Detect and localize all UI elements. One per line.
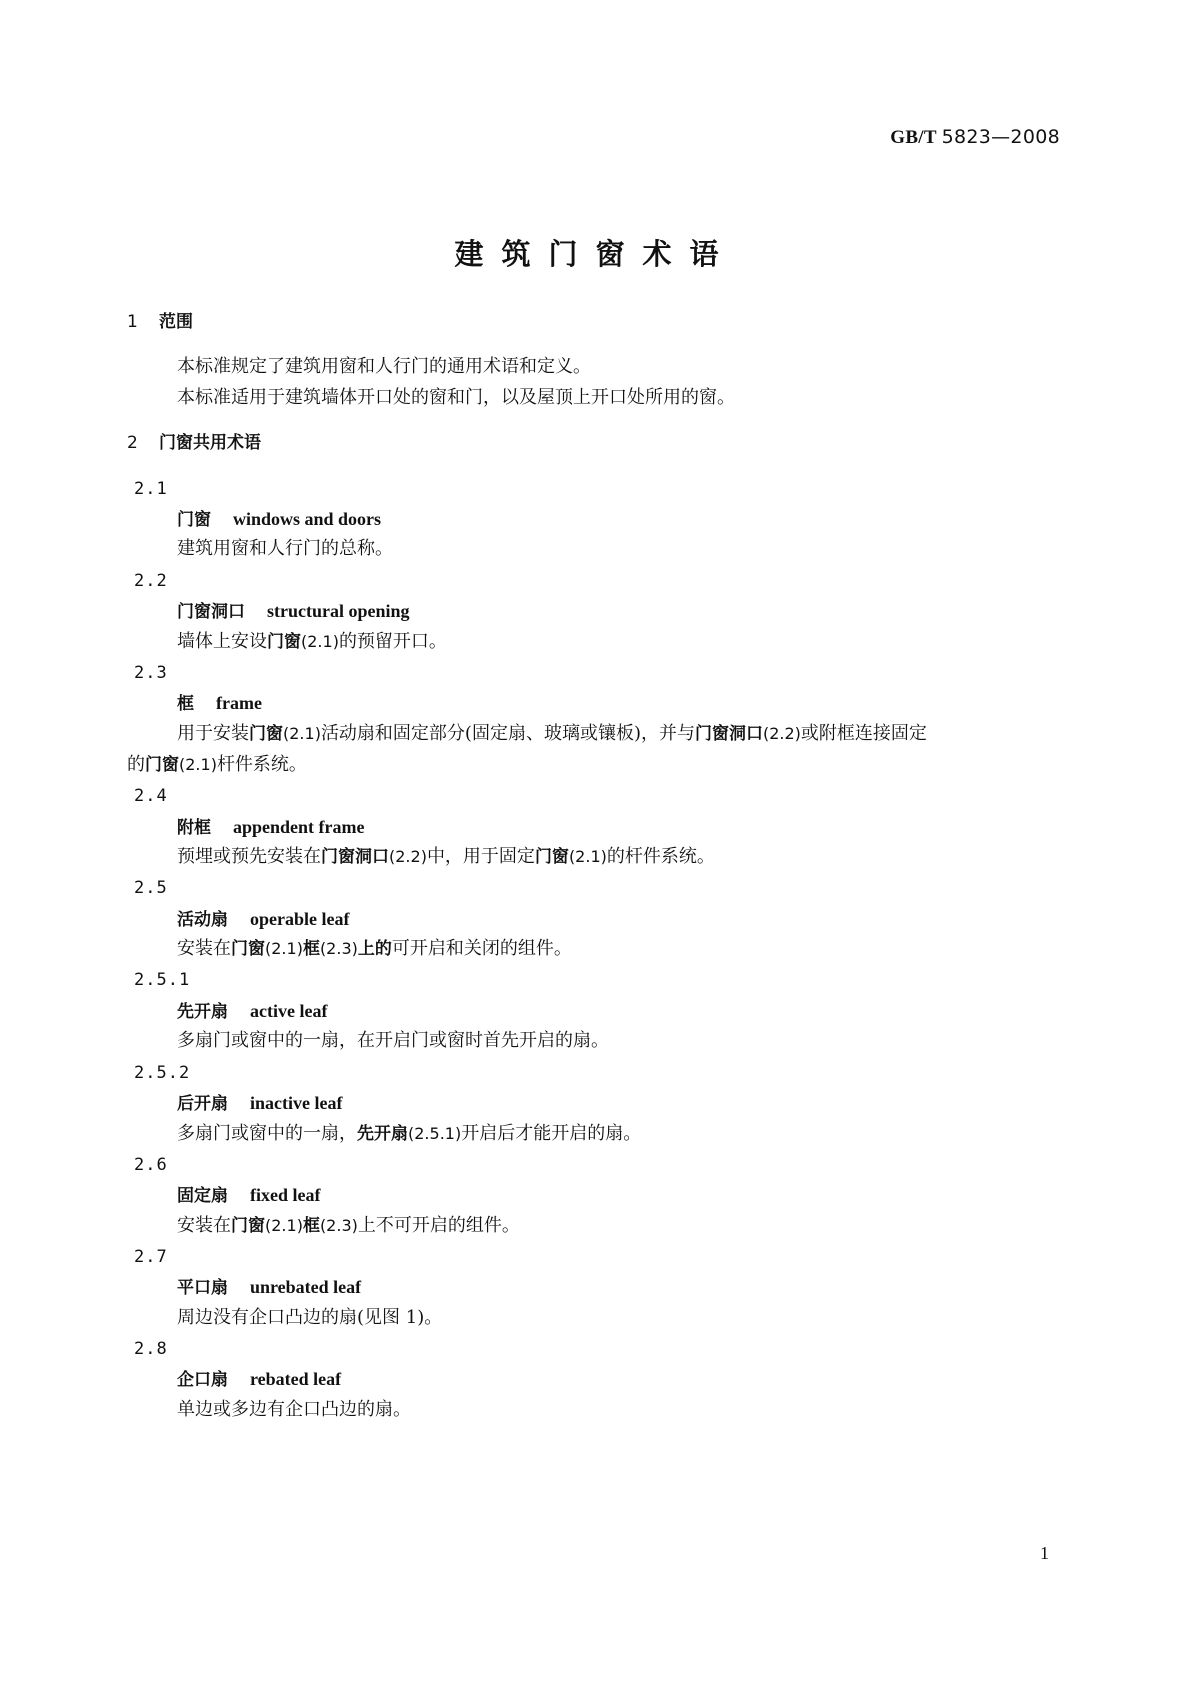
definition-text: 的预留开口。 (338, 631, 447, 652)
section-title: 范围 (159, 312, 193, 332)
term-definition (177, 1214, 520, 1238)
term-chinese: 框 (177, 694, 194, 714)
term-heading (177, 1275, 361, 1300)
definition-text: 墙体上安设 (177, 631, 267, 652)
definition-text: 上不可开启的组件。 (357, 1215, 520, 1236)
term-definition: 多扇门或窗中的一扇，在开启门或窗时首先开启的扇。 (177, 1030, 609, 1051)
term-heading (177, 599, 410, 624)
clause-reference: (2.5.1) (408, 1124, 462, 1143)
term-chinese: 活动扇 (177, 910, 228, 930)
term-definition (177, 630, 447, 654)
definition-text: 的杆件系统。 (606, 846, 715, 867)
term-definition: 周边没有企口凸边的扇(见图 1)。 (177, 1307, 443, 1328)
definition-text: 用于安装 (177, 723, 249, 744)
definition-text: 开启后才能开启的扇。 (461, 1123, 642, 1144)
definition-text: 可开启和关闭的组件。 (391, 938, 572, 959)
definition-text: 的 (127, 754, 145, 775)
term-reference: 门窗 (145, 755, 179, 775)
clause-number: 2.2 (134, 571, 168, 591)
term-heading (177, 1183, 320, 1208)
term-chinese: 企口扇 (177, 1370, 228, 1390)
term-english: windows and doors (233, 509, 382, 529)
term-reference: 先开扇 (357, 1124, 408, 1144)
section-number: 2 (127, 433, 138, 453)
clause-reference: (2.1) (265, 1216, 303, 1235)
term-english: operable leaf (250, 909, 350, 929)
term-reference: 门窗 (267, 632, 301, 652)
term-definition (177, 722, 927, 746)
term-definition: 单边或多边有企口凸边的扇。 (177, 1399, 411, 1420)
clause-reference: (2.3) (319, 939, 358, 958)
term-reference: 门窗 (231, 939, 265, 959)
clause-reference: (2.2) (389, 847, 427, 866)
term-heading (177, 999, 327, 1024)
clause-number: 2.8 (134, 1339, 168, 1359)
term-heading (177, 1091, 342, 1116)
clause-reference: (2.2) (762, 724, 801, 743)
scope-paragraph-1: 本标准规定了建筑用窗和人行门的通用术语和定义。 (177, 356, 591, 377)
definition-text: 杆件系统。 (216, 754, 307, 775)
term-definition: 建筑用窗和人行门的总称。 (177, 538, 393, 559)
term-definition (177, 845, 715, 869)
term-reference: 门窗洞口 (694, 724, 763, 744)
term-heading (177, 691, 262, 716)
clause-reference: (2.1) (179, 755, 217, 774)
clause-reference: (2.1) (301, 632, 339, 651)
term-reference: 门窗 (534, 847, 569, 867)
definition-text: 预埋或预先安装在 (177, 846, 321, 867)
term-definition-continued (127, 753, 307, 777)
definition-text: 安装在 (177, 1215, 231, 1236)
clause-number: 2.5 (134, 878, 168, 898)
term-reference: 框 (302, 939, 320, 959)
term-chinese: 平口扇 (177, 1278, 228, 1298)
term-heading (177, 507, 381, 532)
term-english: active leaf (250, 1001, 328, 1021)
term-reference: 上的 (357, 939, 392, 959)
document-title: 建筑门窗术语 (454, 237, 737, 271)
page-number: 1 (1040, 1543, 1049, 1563)
term-english: structural opening (267, 601, 410, 621)
section-1-heading (127, 310, 193, 334)
standard-prefix: GB/T (890, 127, 937, 148)
definition-text: 多扇门或窗中的一扇， (177, 1123, 357, 1144)
standard-number (890, 126, 1060, 149)
definition-text: 安装在 (177, 938, 231, 959)
term-english: frame (216, 693, 262, 713)
clause-reference: (2.1) (283, 724, 321, 743)
clause-number: 2.7 (134, 1247, 168, 1267)
term-definition (177, 1122, 641, 1146)
clause-reference: (2.3) (319, 1216, 358, 1235)
clause-number: 2.5.1 (134, 970, 191, 990)
term-definition (177, 937, 572, 961)
term-chinese: 门窗 (177, 510, 211, 530)
term-chinese: 固定扇 (177, 1186, 228, 1206)
term-english: unrebated leaf (250, 1277, 362, 1297)
term-english: inactive leaf (250, 1093, 343, 1113)
standard-code: 5823—2008 (941, 126, 1060, 148)
definition-text: 或附框连接固定 (800, 723, 927, 744)
term-chinese: 先开扇 (177, 1002, 228, 1022)
term-reference: 门窗洞口 (321, 847, 389, 867)
term-heading (177, 907, 349, 932)
definition-text: 中，用于固定 (426, 846, 535, 867)
term-reference: 门窗 (249, 724, 283, 744)
clause-number: 2.3 (134, 663, 168, 683)
scope-paragraph-2: 本标准适用于建筑墙体开口处的窗和门，以及屋顶上开口处所用的窗。 (177, 387, 735, 408)
term-reference: 门窗 (231, 1216, 265, 1236)
definition-text: 活动扇和固定部分(固定扇、玻璃或镶板)，并与 (320, 723, 695, 744)
term-chinese: 附框 (177, 818, 211, 838)
clause-number: 2.5.2 (134, 1063, 191, 1083)
clause-number: 2.6 (134, 1155, 168, 1175)
term-english: appendent frame (233, 817, 365, 837)
clause-number: 2.1 (134, 479, 168, 499)
section-title: 门窗共用术语 (159, 433, 261, 453)
term-chinese: 门窗洞口 (177, 602, 245, 622)
term-reference: 框 (302, 1216, 320, 1236)
term-heading (177, 1367, 341, 1392)
clause-number: 2.4 (134, 786, 168, 806)
section-number: 1 (127, 312, 138, 332)
term-english: rebated leaf (250, 1369, 342, 1389)
term-heading (177, 815, 365, 840)
term-chinese: 后开扇 (177, 1094, 228, 1114)
section-2-heading (127, 431, 261, 455)
term-english: fixed leaf (250, 1185, 321, 1205)
clause-reference: (2.1) (265, 939, 303, 958)
clause-reference: (2.1) (568, 847, 607, 866)
